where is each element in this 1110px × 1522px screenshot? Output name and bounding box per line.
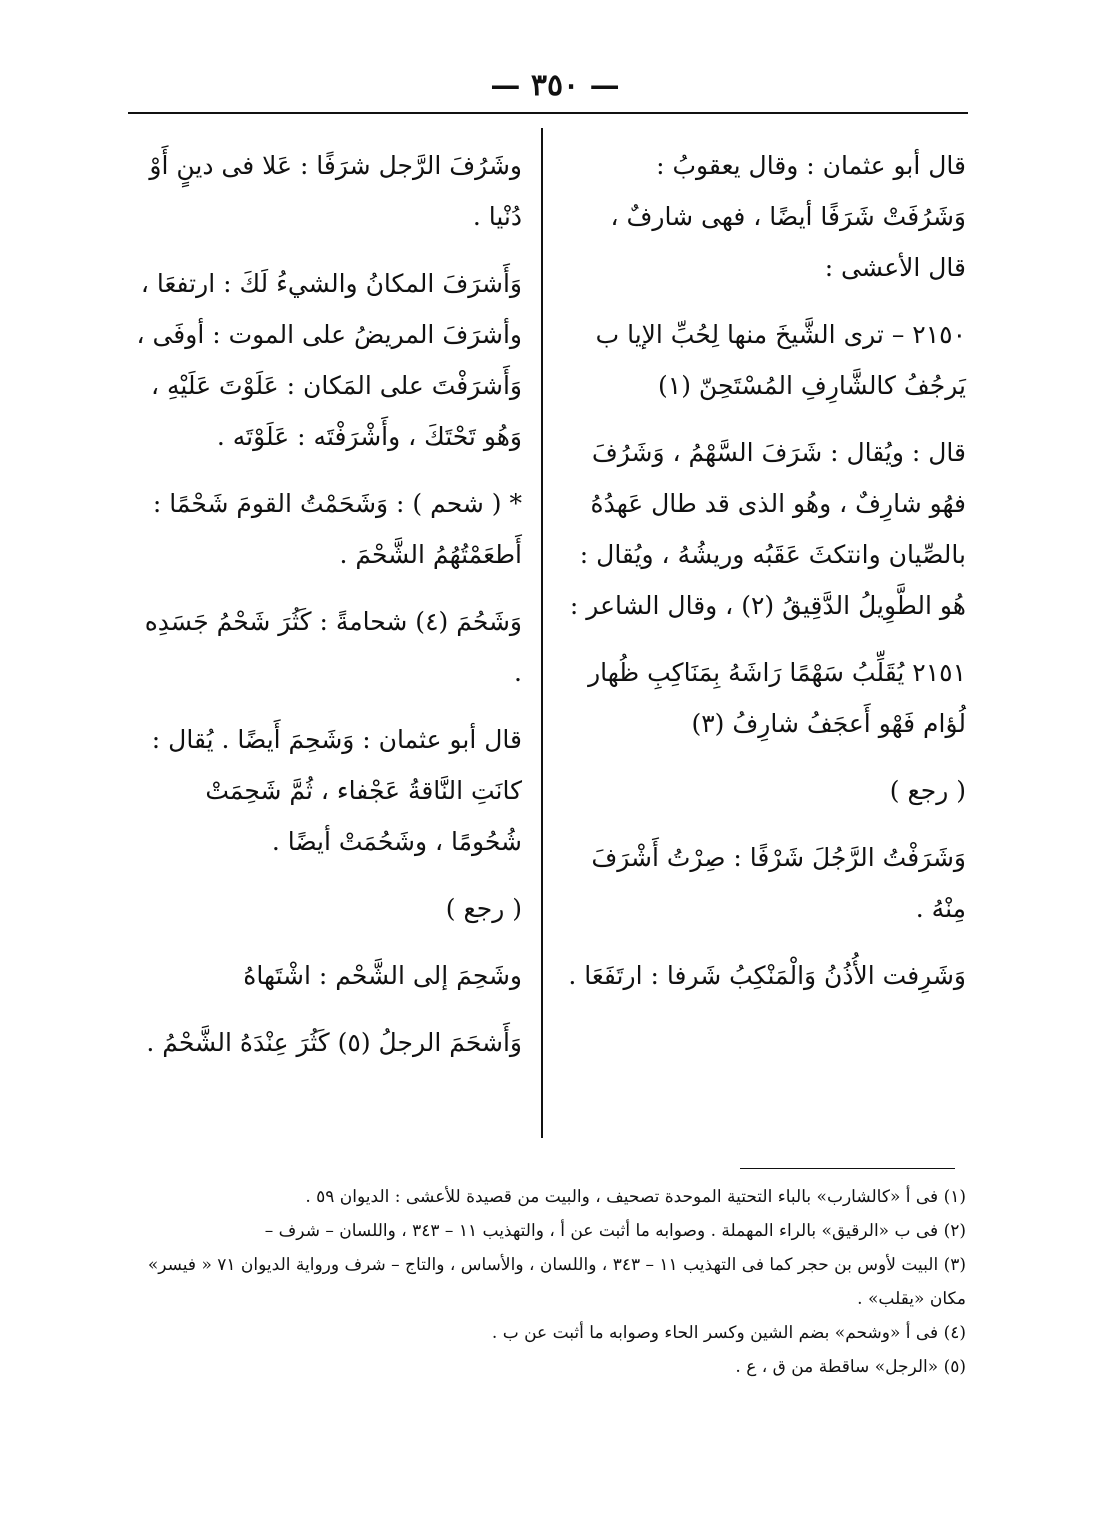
page-number: — ٣٥٠ — (490, 68, 620, 103)
verse-2151: ٢١٥١ يُقَلِّبُ سَهْمًا رَاشَهُ بِمَنَاكِبِ ظُهار لُؤام فَهْو أَعجَفُ شارِفُ (٣) (588, 658, 966, 738)
verse-2150: ٢١٥٠ – ترى الشَّيخَ منها لِحُبِّ الإيا ب يَرجُفُ كالشَّارِفِ المُسْتَحِنّ (١) (595, 320, 966, 400)
footnote-rule (740, 1168, 955, 1169)
paragraph: وَأَشحَمَ الرجلُ (٥) كَثُرَ عِنْدَهُ الشَّحْمُ . (146, 1028, 522, 1057)
paragraph: وَأَشرَفَ المكانُ والشيءُ لَكَ : ارتفعَا ، وأشرَفَ المريضُ على الموت : أوفَى ، وَأَشرَفْتَ على المَكان : عَلَوْتَ عَلَيْهِ ، وَهُو تَحْتَكَ ، وأَشْرَفْتَه : عَلَوْتَه . (136, 269, 522, 451)
paragraph: وَشَرِفت الأُذُنُ وَالْمَنْكِبُ شَرفا : ارتَفَعَا . (568, 961, 966, 990)
paragraph: قال : ويُقال : شَرَفَ السَّهْمُ ، وَشَرُفَ فهُو شارِفٌ ، وهُو الذى قد طال عَهدُهُ بالصِّيان وانتكثَ عَقَبُه وريشُهُ ، ويُقال : هُو الطَّوِيلُ الدَّقِيقُ (٢) ، وقال الشاعر : (569, 438, 966, 620)
footnote-4: (٤) فى أ «وشحم» بضم الشين وكسر الحاء وصوابه ما أثبت عن ب . (491, 1323, 966, 1343)
footnote-2: (٢) فى ب «الرقيق» بالراء المهملة . وصوابه ما أثبت عن أ ، والتهذيب ١١ – ٣٤٣ ، واللسان – شرف – (264, 1221, 966, 1241)
section-marker: ( رجع ) (889, 776, 966, 805)
section-marker: ( رجع ) (445, 894, 522, 923)
right-column (566, 140, 966, 1017)
paragraph: قال أبو عثمان : وقال يعقوبُ : وَشَرُفَتْ شَرَفًا أيضًا ، فهى شارفٌ ، قال الأعشى : (610, 151, 966, 282)
footnote-1: (١) فى أ «كالشارب» بالباء التحتية الموحدة تصحيف ، والبيت من قصيدة للأعشى : الديوان ٥٩ . (305, 1187, 966, 1207)
footnotes (130, 1180, 966, 1384)
entry-heading-shahm: * ( شحم ) : وَشَحَمْتُ القومَ شَحْمًا : أَطعَمْتُهُمُ الشَّحْمَ . (152, 489, 522, 569)
paragraph: وَشَرَفْتُ الرَّجُلَ شَرْفًا : صِرْتُ أَشْرَفَ مِنْهُ . (591, 843, 966, 923)
paragraph: وشَرُفَ الرَّجل شرَفًا : عَلا فى دينٍ أَوْ دُنْيا . (149, 151, 522, 231)
column-divider (541, 128, 543, 1138)
paragraph: قال أبو عثمان : وَشَحِمَ أَيضًا . يُقال : كانَتِ النَّاقةُ عَجْفاء ، ثُمَّ شَحِمَتْ شُحُومًا ، وشَحُمَتْ أيضًا . (151, 725, 522, 856)
left-column (130, 140, 522, 1084)
paragraph: وَشَحُمَ (٤) شحامةً : كَثُرَ شَحْمُ جَسَدِه . (144, 607, 522, 687)
footnote-5: (٥) «الرجل» ساقطة من ق ، ع . (735, 1357, 966, 1377)
paragraph: وشَحِمَ إلى الشَّحْم : اشْتَهاهُ (243, 961, 522, 990)
header-rule (128, 112, 968, 114)
footnote-3: (٣) البيت لأوس بن حجر كما فى التهذيب ١١ – ٣٤٣ ، واللسان ، والأساس ، والتاج – شرف ورواية الديوان ٧١ « فيسر» مكان «يقلب» . (147, 1255, 966, 1309)
